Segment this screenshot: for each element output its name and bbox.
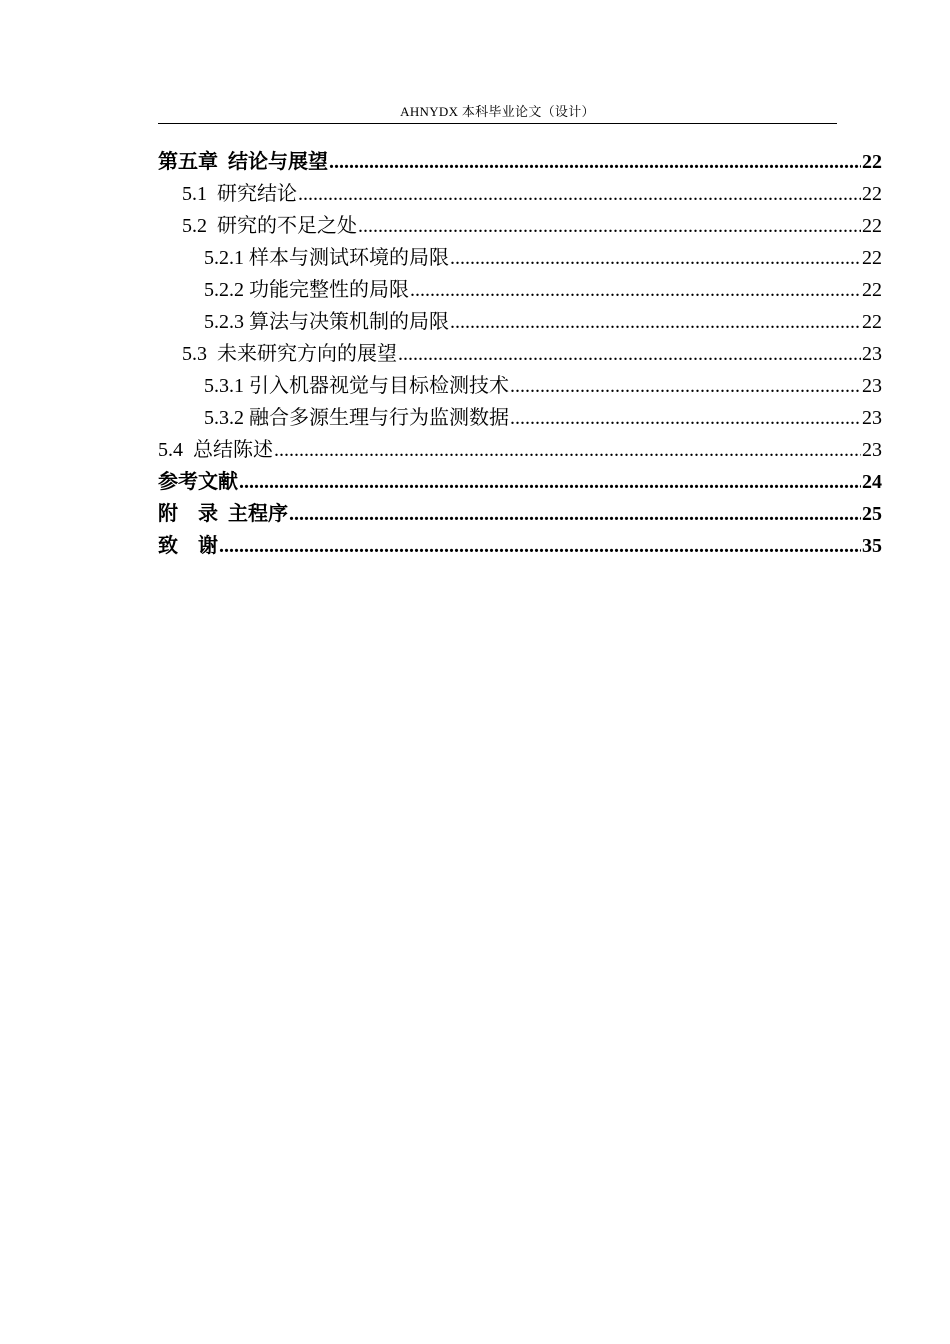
toc-entry[interactable] bbox=[158, 338, 882, 370]
toc-entry-page: 22 bbox=[862, 247, 882, 269]
toc-leader-dots bbox=[274, 434, 861, 466]
toc-entry[interactable] bbox=[158, 178, 882, 210]
toc-entry-page: 23 bbox=[862, 439, 882, 461]
toc-entry-page: 22 bbox=[862, 183, 882, 205]
toc-leader-dots bbox=[510, 402, 861, 434]
header-rule bbox=[158, 123, 837, 124]
toc-entry-page: 22 bbox=[862, 311, 882, 333]
toc-entry[interactable] bbox=[158, 530, 882, 562]
toc-entry-label: 5.1 研究结论 bbox=[182, 183, 297, 205]
toc-leader-dots bbox=[219, 530, 861, 562]
toc-entry-label: 5.4 总结陈述 bbox=[158, 439, 273, 461]
table-of-contents bbox=[158, 146, 882, 562]
toc-entry-page: 35 bbox=[862, 535, 882, 557]
toc-leader-dots bbox=[398, 338, 861, 370]
toc-entry-page: 22 bbox=[862, 279, 882, 301]
running-header: AHNYDX 本科毕业论文（设计） bbox=[400, 104, 595, 119]
toc-entry-label: 致 谢 bbox=[158, 535, 218, 557]
toc-entry-page: 22 bbox=[862, 215, 882, 237]
toc-entry[interactable] bbox=[158, 210, 882, 242]
toc-entry-page: 23 bbox=[862, 343, 882, 365]
toc-entry[interactable] bbox=[158, 242, 882, 274]
toc-entry[interactable] bbox=[158, 306, 882, 338]
toc-leader-dots bbox=[510, 370, 861, 402]
toc-entry-page: 23 bbox=[862, 375, 882, 397]
toc-entry-page: 25 bbox=[862, 503, 882, 525]
toc-leader-dots bbox=[450, 242, 861, 274]
toc-leader-dots bbox=[298, 178, 861, 210]
toc-entry-page: 22 bbox=[862, 151, 882, 173]
toc-leader-dots bbox=[358, 210, 861, 242]
toc-entry[interactable] bbox=[158, 498, 882, 530]
toc-entry[interactable] bbox=[158, 402, 882, 434]
toc-entry[interactable] bbox=[158, 466, 882, 498]
toc-entry-page: 23 bbox=[862, 407, 882, 429]
toc-entry-label: 5.2.2 功能完整性的局限 bbox=[204, 279, 409, 301]
toc-entry[interactable] bbox=[158, 274, 882, 306]
toc-entry-label: 参考文献 bbox=[158, 471, 238, 493]
toc-entry-label: 5.3.1 引入机器视觉与目标检测技术 bbox=[204, 375, 509, 397]
toc-leader-dots bbox=[289, 498, 861, 530]
toc-leader-dots bbox=[410, 274, 861, 306]
toc-entry[interactable] bbox=[158, 434, 882, 466]
toc-entry-page: 24 bbox=[862, 471, 882, 493]
toc-entry-label: 5.2.3 算法与决策机制的局限 bbox=[204, 311, 449, 333]
toc-entry-label: 5.2 研究的不足之处 bbox=[182, 215, 357, 237]
toc-entry-label: 第五章 结论与展望 bbox=[158, 151, 328, 173]
toc-entry[interactable] bbox=[158, 146, 882, 178]
toc-entry[interactable] bbox=[158, 370, 882, 402]
toc-entry-label: 附 录 主程序 bbox=[158, 503, 288, 525]
toc-entry-label: 5.3.2 融合多源生理与行为监测数据 bbox=[204, 407, 509, 429]
toc-leader-dots bbox=[450, 306, 861, 338]
toc-leader-dots bbox=[329, 146, 861, 178]
toc-entry-label: 5.3 未来研究方向的展望 bbox=[182, 343, 397, 365]
toc-entry-label: 5.2.1 样本与测试环境的局限 bbox=[204, 247, 449, 269]
toc-leader-dots bbox=[239, 466, 861, 498]
